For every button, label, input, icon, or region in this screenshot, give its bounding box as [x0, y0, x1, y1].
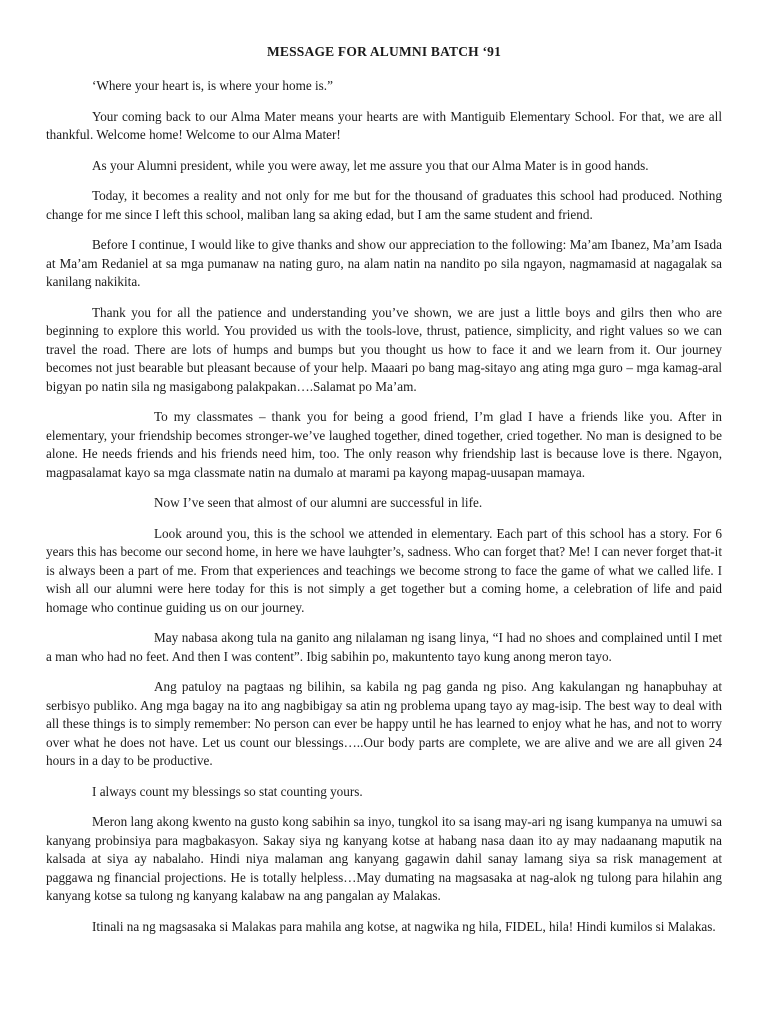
paragraph-poem: May nabasa akong tula na ganito ang nilalaman ng isang linya, “I had no shoes and complained until I met a man who had no feet. And then I was content”. Ibig sabihin po, makuntento tayo kung anong meron tayo. — [46, 630, 722, 664]
paragraph-president: As your Alumni president, while you were away, let me assure you that our Alma Mater is in good hands. — [92, 157, 649, 173]
paragraph-thanks-teachers: Before I continue, I would like to give thanks and show our appreciation to the following: Ma’am Ibanez, Ma’am Isada at Ma’am Redaniel at sa mga pumanaw na nating guro, na alam natin na nandito po sila ngayon, nagmamasid at nagagalak sa kanilang nakikita. — [46, 237, 722, 289]
paragraph-story: Meron lang akong kwento na gusto kong sabihin sa inyo, tungkol ito sa isang may-ari ng isang kumpanya na umuwi sa kanyang probinsiya para magbakasyon. Sakay siya ng kanyang kotse at habang nasa daan ito ay may nadaanang maputik na kalsada at siya ay nabalaho. Hindi niya malaman ang kanyang gagawin dahil sanay lamang siya sa risk management at paggawa ng financial projections. He is totally helpless…May dumating na magsasaka at nag-alok ng tulong para hilahin ang kanyang kotse sa tulong ng kanyang kalabaw na ang pangalan ay Malakas. — [46, 814, 722, 903]
paragraph-welcome: Your coming back to our Alma Mater means your hearts are with Mantiguib Elementary School. For that, we are all thankful. Welcome home! Welcome to our Alma Mater! — [46, 108, 722, 142]
paragraph-patience: Thank you for all the patience and understanding you’ve shown, we are just a little boys and gilrs then who are beginning to explore this world. You provided us with the tools-love, thrust, patience, simplicity, and right values so we can travel the road. There are lots of humps and bumps but you thought us how to face it and we learn from it. Our journey becomes not just bearable but pleasant because of your help. Maaari po bang mag-sitayo ang ating mga guro – mga kamag-aral bigyan po natin sila ng masigabong palakpakan….Salamat po Ma’am. — [46, 304, 722, 394]
paragraph-classmates: To my classmates – thank you for being a good friend, I’m glad I have a friends like you. After in elementary, your friendship becomes stronger-we’ve laughed together, dined together, cried together. No man is designed to be alone. He needs friends and his friends need him, too. The only reason why friendship last is because love is there. Ngayon, magpasalamat kayo sa mga classmate natin na dumalo at marami pa kayong mapag-uusapan mamaya. — [46, 409, 722, 480]
paragraph-blessings: I always count my blessings so stat counting yours. — [92, 783, 363, 799]
paragraph-quote: ‘Where your heart is, is where your home is.” — [92, 78, 333, 93]
document-title: MESSAGE FOR ALUMNI BATCH ‘91 — [266, 44, 502, 59]
paragraph-prices: Ang patuloy na pagtaas ng bilihin, sa kabila ng pag ganda ng piso. Ang kakulangan ng hanapbuhay at serbisyo publiko. Ang mga bagay na ito ang nagbibigay sa atin ng problema upang tayo ay mag-isip. The best way to deal with all these things is to simply remember: No person can ever be happy until he has learned to enjoy what he has, and not to worry over what he does not have. Let us count our blessings…..Our body parts are complete, we are alive and we are all given 24 hours in a day to be productive. — [46, 679, 722, 768]
paragraph-malakas: Itinali na ng magsasaka si Malakas para mahila ang kotse, at nagwika ng hila, FIDEL, hila! Hindi kumilos si Malakas. — [92, 918, 716, 934]
paragraph-reality: Today, it becomes a reality and not only for me but for the thousand of graduates this school had produced. Nothing change for me since I left this school, maliban lang sa aking edad, but I am the same student and friend. — [46, 188, 722, 222]
paragraph-look-around: Look around you, this is the school we attended in elementary. Each part of this school has a story. For 6 years this has become our second home, in here we have lauhgter’s, sadness. Who can forget that? Me! I can never forget that-it is always been a part of me. From that experiences and teachings we become strong to face the game of what we called life. I wish all our alumni were here today for this is not simply a get together but a coming home, a celebration of life and paid homage who continue guiding us on our journey. — [46, 525, 722, 615]
paragraph-successful: Now I’ve seen that almost of our alumni are successful in life. — [154, 495, 483, 510]
